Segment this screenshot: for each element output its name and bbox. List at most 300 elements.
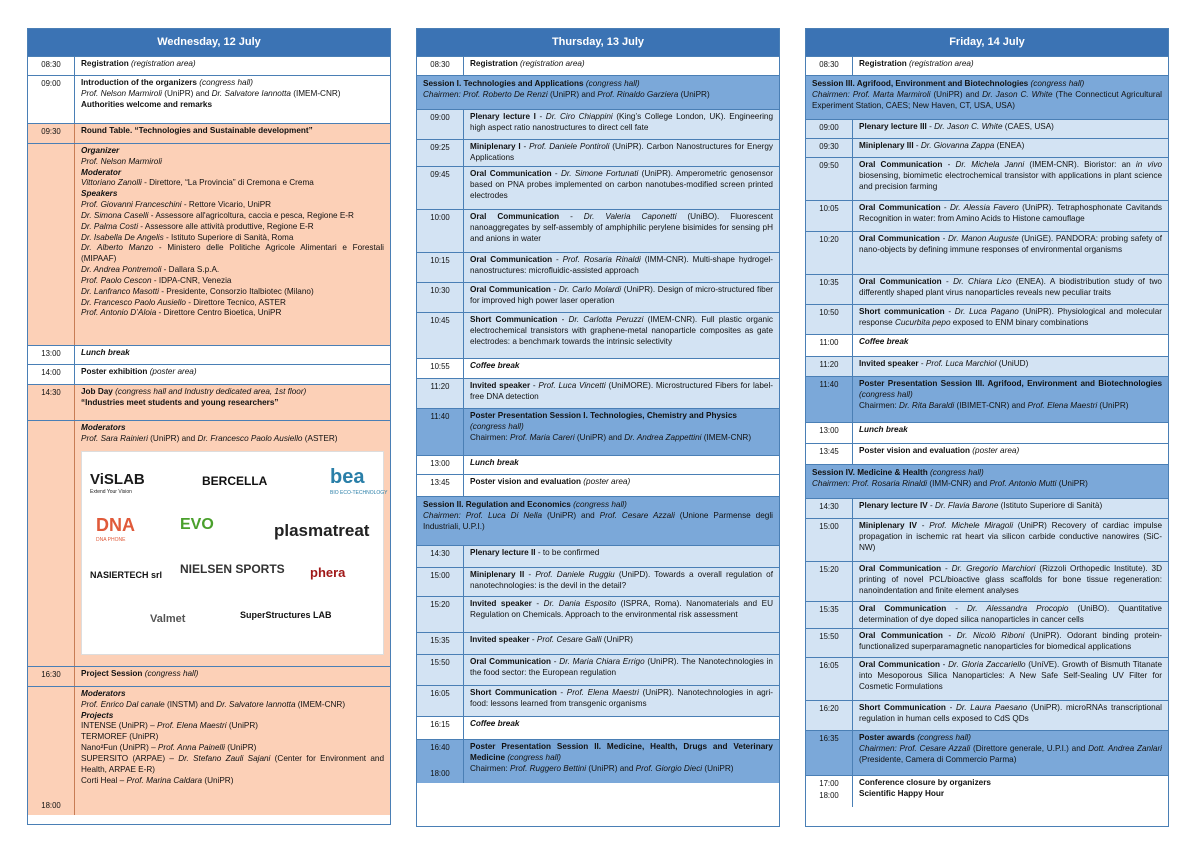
session-header-content <box>417 497 779 545</box>
entry-text: Projects <box>81 710 114 720</box>
entry-content <box>74 421 390 666</box>
entry-text: TERMOREF (UniPR) <box>81 732 159 742</box>
entry-line <box>81 308 384 319</box>
entry-text: - <box>524 570 536 579</box>
entry-text: Dr. Rita Baraldi <box>899 400 955 410</box>
entry-line <box>470 142 773 164</box>
schedule-row <box>28 123 390 143</box>
entry-text: Prof. Elena Maestri <box>566 688 639 697</box>
schedule-row <box>806 231 1168 274</box>
entry-line <box>812 479 1162 490</box>
time-slot <box>417 359 463 378</box>
entry-line <box>470 599 773 621</box>
entry-text: Dr. Valeria Caponetti <box>583 212 677 221</box>
entry-line <box>81 287 384 298</box>
entry-text: Miniplenary III <box>859 141 914 150</box>
entry-text: Plenary lecture II <box>470 548 536 557</box>
entry-text: Oral Communication <box>859 660 940 669</box>
entry-text: (congress hall) <box>507 752 562 762</box>
entry-text: Poster awards <box>859 733 918 742</box>
time-label: 10:00 <box>430 213 450 222</box>
entry-text: (IMEM-CNR) <box>701 432 752 442</box>
entry-content <box>852 335 1168 356</box>
entry-text: Dr. Salvatore Iannotta <box>216 699 296 709</box>
entry-text: (IMEM-CNR). Full plastic organic electrochemical transistors with graphene-metal nanoparticle composites as gate electrodes: a benchmark towards the intrinsic selectivity <box>470 315 773 346</box>
superstructures-logo <box>240 610 332 622</box>
schedule-row <box>417 545 779 567</box>
entry-text: Session II. Regulation and Economics <box>423 500 574 509</box>
entry-text: Dr. Andrea Pontremoli <box>81 265 162 275</box>
logo-text: phera <box>310 564 346 580</box>
entry-text: (registration area) <box>909 59 974 68</box>
entry-text: Chairmen: <box>470 432 511 442</box>
time-label: 08:30 <box>430 60 450 69</box>
time-slot <box>417 597 463 632</box>
entry-text: - <box>941 277 954 286</box>
entry-text: Dr. Palma Costi <box>81 221 139 231</box>
entry-text: Chairmen: Prof. Rosaria Rinaldi <box>812 478 928 488</box>
time-slot <box>417 253 463 282</box>
time-label: 16:05 <box>819 661 839 670</box>
entry-line <box>81 233 384 244</box>
entry-content <box>852 701 1168 730</box>
entry-text: Oral Communication <box>470 657 552 666</box>
entry-text: (congress hall) <box>573 500 627 509</box>
entry-text: - <box>559 212 584 221</box>
entry-line <box>859 631 1162 653</box>
entry-text: (UniPR) and <box>542 510 600 520</box>
entry-line <box>859 446 1162 457</box>
time-label: 10:20 <box>819 235 839 244</box>
entry-text: Moderators <box>81 689 126 698</box>
entry-text: Prof. Giorgio Dieci <box>635 763 703 773</box>
entry-text: Dr. Stefano Zauli Sajani <box>178 753 271 763</box>
entry-text: Chairmen: Prof. Cesare Azzali <box>859 743 971 753</box>
entry-text: Oral Communication <box>859 277 942 286</box>
time-slot <box>806 629 852 657</box>
entry-content <box>463 597 779 632</box>
schedule-row <box>417 312 779 358</box>
time-label: 11:20 <box>819 360 839 369</box>
entry-text: - <box>942 160 956 169</box>
entry-content <box>463 359 779 378</box>
entry-text: Coffee break <box>470 719 520 728</box>
entry-content <box>463 57 779 75</box>
time-label: 14:00 <box>41 368 61 377</box>
time-slot <box>417 379 463 408</box>
time-slot <box>417 456 463 474</box>
entry-line <box>81 59 384 70</box>
time-slot <box>806 232 852 274</box>
schedule-row <box>417 209 779 252</box>
entry-line <box>81 689 384 700</box>
entry-text: Prof. Cesare Azzali <box>599 510 675 520</box>
time-slot <box>806 305 852 334</box>
schedule-row <box>417 654 779 685</box>
entry-text: (UniMORE). Microstructured Fibers for label-free DNA detection <box>470 381 773 401</box>
entry-content <box>463 210 779 252</box>
time-label: 08:30 <box>41 60 61 69</box>
entry-text: Chairmen: Prof. Luca Di Nella <box>423 510 543 520</box>
entry-content <box>852 232 1168 274</box>
time-slot <box>28 365 74 384</box>
time-slot <box>806 139 852 157</box>
schedule-row <box>806 518 1168 561</box>
time-slot <box>806 444 852 464</box>
entry-text: Dr. Luca Pagano <box>954 307 1019 316</box>
entry-text: Chairmen: Prof. Marta Marmiroli <box>812 89 931 99</box>
time-slot <box>806 158 852 200</box>
entry-line <box>859 521 1162 553</box>
time-label: 09:50 <box>819 161 839 170</box>
entry-content <box>852 658 1168 700</box>
time-slot <box>806 562 852 601</box>
entry-text: (poster area) <box>149 367 197 376</box>
entry-text: Oral Communication <box>859 203 941 212</box>
entry-text: Dr. Manon Auguste <box>947 234 1019 243</box>
entry-text: Coffee break <box>859 337 909 346</box>
entry-line <box>81 78 384 89</box>
entry-line <box>81 348 384 359</box>
entry-text: Prof. Marina Caldara <box>126 775 203 785</box>
schedule-row <box>28 56 390 75</box>
time-label: 11:40 <box>430 412 450 421</box>
entry-line <box>470 570 773 592</box>
time-slot <box>806 701 852 730</box>
entry-text: (UniPR) and <box>547 89 598 99</box>
schedule-row <box>417 408 779 455</box>
entry-text: Invited speaker <box>470 381 531 390</box>
time-slot <box>417 740 463 783</box>
entry-line <box>859 401 1162 412</box>
entry-text: (poster area) <box>972 446 1020 455</box>
entry-line <box>859 733 1162 744</box>
day-column-friday <box>805 28 1169 827</box>
entry-text: - <box>557 315 569 324</box>
entry-text: (Unione Parmense degli Industriali, U.P.I.) <box>423 510 773 531</box>
schedule-row <box>806 422 1168 443</box>
entry-text: - <box>530 381 539 390</box>
entry-text: (UniGE). PANDORA: probing safety of nano-objects by defining immune responses of environmental organisms <box>859 234 1163 254</box>
entry-line <box>81 89 384 100</box>
entry-text: - Direttore, “La Provincia” di Cremona e Crema <box>141 178 314 188</box>
entry-text: Dr. Dania Esposito <box>543 599 617 608</box>
logo-text: NIELSEN SPORTS <box>180 561 285 576</box>
entry-text: Dr. Francesco Paolo Ausiello <box>81 297 186 307</box>
entry-text: Miniplenary IV <box>859 521 918 530</box>
entry-text: Dr. Nicolò Riboni <box>956 631 1025 640</box>
entry-text: Project Session <box>81 669 145 678</box>
time-slot <box>417 167 463 209</box>
schedule-row <box>806 56 1168 75</box>
valmet-logo <box>150 612 185 627</box>
time-slot <box>806 423 852 443</box>
entry-text: Dr. Salvatore Iannotta <box>211 88 291 98</box>
schedule-row <box>417 474 779 496</box>
entry-content <box>852 201 1168 231</box>
entry-line <box>81 423 384 434</box>
time-label: 15:50 <box>430 658 450 667</box>
schedule-row <box>806 775 1168 807</box>
entry-text: Short Communication <box>470 315 558 324</box>
entry-content <box>852 377 1168 422</box>
entry-text: - <box>918 359 926 368</box>
entry-line <box>81 100 384 111</box>
entry-text: (ISPRA, Roma). Nanomaterials and EU Regulation on Chemicals. Approach to the environmental risk assessment <box>470 599 773 619</box>
entry-text: (INSTM) and <box>164 699 217 709</box>
time-label: 09:25 <box>430 143 450 152</box>
entry-text: Prof. Luca Vincetti <box>538 381 606 390</box>
dna-phone-logo <box>96 514 135 544</box>
entry-text: Oral Communication <box>859 564 942 573</box>
time-slot <box>417 546 463 567</box>
schedule-row <box>806 700 1168 730</box>
entry-line <box>470 657 773 679</box>
time-slot <box>417 57 463 75</box>
time-label: 10:45 <box>430 316 450 325</box>
entry-line <box>470 59 773 70</box>
nielsen-sports-logo <box>180 562 285 578</box>
entry-line <box>470 169 773 201</box>
entry-text: Plenary lecture III <box>859 122 927 131</box>
entry-content <box>463 253 779 282</box>
entry-text: (ENEA) <box>994 141 1025 150</box>
entry-line <box>81 700 384 711</box>
time-slot <box>28 346 74 364</box>
entry-line <box>470 433 773 444</box>
entry-text: - Assessore alle attività produttive, Regione E-R <box>138 221 314 231</box>
entry-text: Oral Communication <box>859 631 943 640</box>
schedule-row <box>28 384 390 420</box>
entry-text: (UniPD). Towards a overall regulation of nanotechnologies: is the devil in the detail? <box>470 570 773 590</box>
time-slot <box>806 120 852 138</box>
schedule-row <box>806 657 1168 700</box>
time-label: 13:45 <box>430 478 450 487</box>
entry-line <box>859 141 1162 152</box>
entry-text: Prof. Daniele Ruggiu <box>535 570 615 579</box>
entry-text: Dr. Jason C. White <box>982 89 1053 99</box>
entry-line <box>859 604 1162 626</box>
schedule-row <box>417 252 779 282</box>
entry-text: in vivo <box>1135 160 1162 169</box>
entry-content <box>852 158 1168 200</box>
entry-text: (UniPR). Amperometric genosensor based on PNA probes implemented on carbon nanotubes-modified screen printed electrodes <box>470 169 773 200</box>
entry-content <box>463 313 779 358</box>
entry-text: - <box>556 688 567 697</box>
entry-text: Coffee break <box>470 361 520 370</box>
entry-text: Oral Communication <box>470 169 552 178</box>
time-label: 09:30 <box>819 142 839 151</box>
entry-content <box>852 629 1168 657</box>
entry-text: (congress hall) <box>199 78 253 87</box>
entry-text: (congress hall) <box>144 669 199 678</box>
schedule-row <box>806 200 1168 231</box>
entry-content <box>852 275 1168 304</box>
schedule-row <box>417 567 779 596</box>
entry-text: - <box>946 604 967 613</box>
schedule-row <box>806 601 1168 628</box>
entry-content <box>852 57 1168 75</box>
entry-line <box>859 359 1162 370</box>
time-slot <box>806 776 852 807</box>
entry-text: Lunch break <box>859 425 908 434</box>
time-label: 16:30 <box>41 670 61 679</box>
entry-text: - <box>531 599 544 608</box>
time-slot <box>806 602 852 628</box>
bercella-logo <box>202 474 267 490</box>
entry-line <box>470 688 773 710</box>
entry-line <box>859 789 1162 800</box>
session-header-content <box>806 465 1168 498</box>
entry-text: Chairmen: <box>470 763 511 773</box>
entry-text: Dr. Michela Janni <box>955 160 1025 169</box>
time-label: 16:20 <box>819 704 839 713</box>
entry-text: Session I. Technologies and Applications <box>423 79 586 88</box>
time-label: 11:40 <box>819 380 839 389</box>
entry-text: (UniPR). Tetraphosphonate Cavitands Recognition in water: from Amino Acids to Histone camouflage <box>859 203 1162 223</box>
entry-text: Cucurbita pepo <box>894 317 951 327</box>
entry-line <box>81 211 384 222</box>
entry-line <box>470 112 773 134</box>
entry-line <box>470 477 773 488</box>
entry-text: - <box>917 521 930 530</box>
entry-text: Dr. Carlotta Peruzzi <box>568 315 644 324</box>
entry-content <box>463 409 779 455</box>
entry-text: - <box>939 660 949 669</box>
entry-text: - <box>941 564 952 573</box>
entry-line <box>470 315 773 347</box>
entry-text: (UniPR) and <box>147 433 198 443</box>
entry-text: Prof. Antonio D’Aloia <box>81 308 157 318</box>
entry-line <box>859 501 1162 512</box>
entry-text: Dr. Jason C. White <box>934 122 1003 131</box>
logo-text: bea <box>330 465 365 488</box>
entry-text: (UniPR) <box>226 721 258 731</box>
entry-text: Dr. Alessandra Procopio <box>966 604 1069 613</box>
entry-text: (UniPR) and <box>161 88 212 98</box>
entry-text: (IBIMET-CNR) and <box>954 400 1028 410</box>
time-label: 15:35 <box>819 605 839 614</box>
entry-line <box>859 703 1162 725</box>
entry-line <box>859 744 1162 766</box>
entry-text: (The Connecticut Agricultural Experiment Station, CAES; New Haven, CT, USA, USA) <box>812 89 1162 110</box>
entry-text: (congress hall) <box>917 733 971 742</box>
entry-text: Short Communication <box>859 703 946 712</box>
entry-text: Prof. Sara Rainieri <box>81 433 148 443</box>
logo-text: BERCELLA <box>202 473 268 488</box>
entry-text: (congress hall) <box>1030 79 1085 88</box>
entry-content <box>463 110 779 139</box>
entry-line <box>423 90 773 101</box>
entry-content <box>74 687 390 815</box>
entry-text: Invited speaker <box>470 599 532 608</box>
entry-text: Oral Communication <box>859 234 940 243</box>
entry-line <box>812 90 1162 112</box>
entry-text: Miniplenary I <box>470 142 521 151</box>
day-column-thursday <box>416 28 780 827</box>
day-header: Friday, 14 July <box>806 29 1168 56</box>
time-label: 16:15 <box>430 720 450 729</box>
time-slot <box>417 283 463 312</box>
time-slot <box>28 144 74 345</box>
entry-content <box>852 602 1168 628</box>
entry-line <box>81 126 384 137</box>
entry-text: - <box>535 112 546 121</box>
entry-content <box>463 456 779 474</box>
time-label: 09:00 <box>430 113 450 122</box>
entry-text: - Presidente, Consorzio Italbiotec (Milano) <box>158 286 314 296</box>
schedule-row <box>28 143 390 345</box>
schedule-row <box>28 345 390 364</box>
time-label: 14:30 <box>430 549 450 558</box>
time-slot <box>417 686 463 716</box>
entry-text: (UniPR) <box>702 763 734 773</box>
entry-text: Poster Presentation Session II. Medicine, Health, Drugs and Veterinary Medicine <box>470 742 773 762</box>
entry-text: Job Day <box>81 387 116 396</box>
time-label: 10:35 <box>819 278 839 287</box>
entry-text: (IMEM-CNR). Bioristor: an <box>1024 160 1136 169</box>
time-label: 10:50 <box>819 308 839 317</box>
entry-text: Dr. Flavia Barone <box>935 501 999 510</box>
time-slot <box>806 519 852 561</box>
entry-line <box>812 468 1162 479</box>
time-label: 18:00 <box>41 800 61 810</box>
entry-text: - <box>550 285 559 294</box>
schedule-row <box>417 56 779 75</box>
entry-text: (UniPR) <box>1097 400 1129 410</box>
entry-line <box>859 203 1162 225</box>
time-slot <box>806 335 852 356</box>
entry-text: - Direttore Centro Bioetica, UniPR <box>156 308 282 318</box>
entry-text: Dr. Gloria Zaccariello <box>948 660 1026 669</box>
logo-text: plasmatreat <box>274 520 370 540</box>
entry-text: - <box>552 255 563 264</box>
time-slot <box>28 421 74 666</box>
schedule-row <box>417 282 779 312</box>
logo-subtext: DNA PHONE <box>96 537 126 544</box>
entry-line <box>81 243 384 265</box>
entry-text: Invited speaker <box>859 359 919 368</box>
entry-text: - <box>940 203 950 212</box>
entry-text: Oral Communication <box>470 212 560 221</box>
entry-line <box>81 398 384 409</box>
time-slot <box>806 201 852 231</box>
day-header: Thursday, 13 July <box>417 29 779 56</box>
time-slot <box>417 568 463 596</box>
vislab-logo <box>90 470 145 496</box>
entry-text: - <box>927 501 935 510</box>
entry-text: Prof. Antonio Mutti <box>989 478 1057 488</box>
entry-text: Prof. Paolo Cescon <box>81 275 152 285</box>
entry-text: Chairmen: Prof. Roberto De Renzi <box>423 89 548 99</box>
entry-text: - Istituto Superiore di Sanità, Roma <box>163 232 294 242</box>
entry-line <box>470 719 773 730</box>
entry-line <box>859 660 1162 692</box>
entry-content <box>463 475 779 496</box>
schedule-row <box>806 119 1168 138</box>
entry-line <box>859 307 1162 329</box>
entry-text: (poster area) <box>583 477 631 486</box>
entry-line <box>859 160 1162 192</box>
entry-text: (Center for Environment and Health, ARPAE E-R) <box>81 753 385 774</box>
time-slot <box>806 377 852 422</box>
time-slot <box>28 57 74 75</box>
entry-text: Dr. Simona Caselli <box>81 210 149 220</box>
entry-text: - <box>520 142 530 151</box>
entry-text: (UniPR). The Nanotechnologies in the food sector: the European regulation <box>470 657 773 677</box>
entry-line <box>470 411 773 422</box>
schedule-row <box>417 455 779 474</box>
